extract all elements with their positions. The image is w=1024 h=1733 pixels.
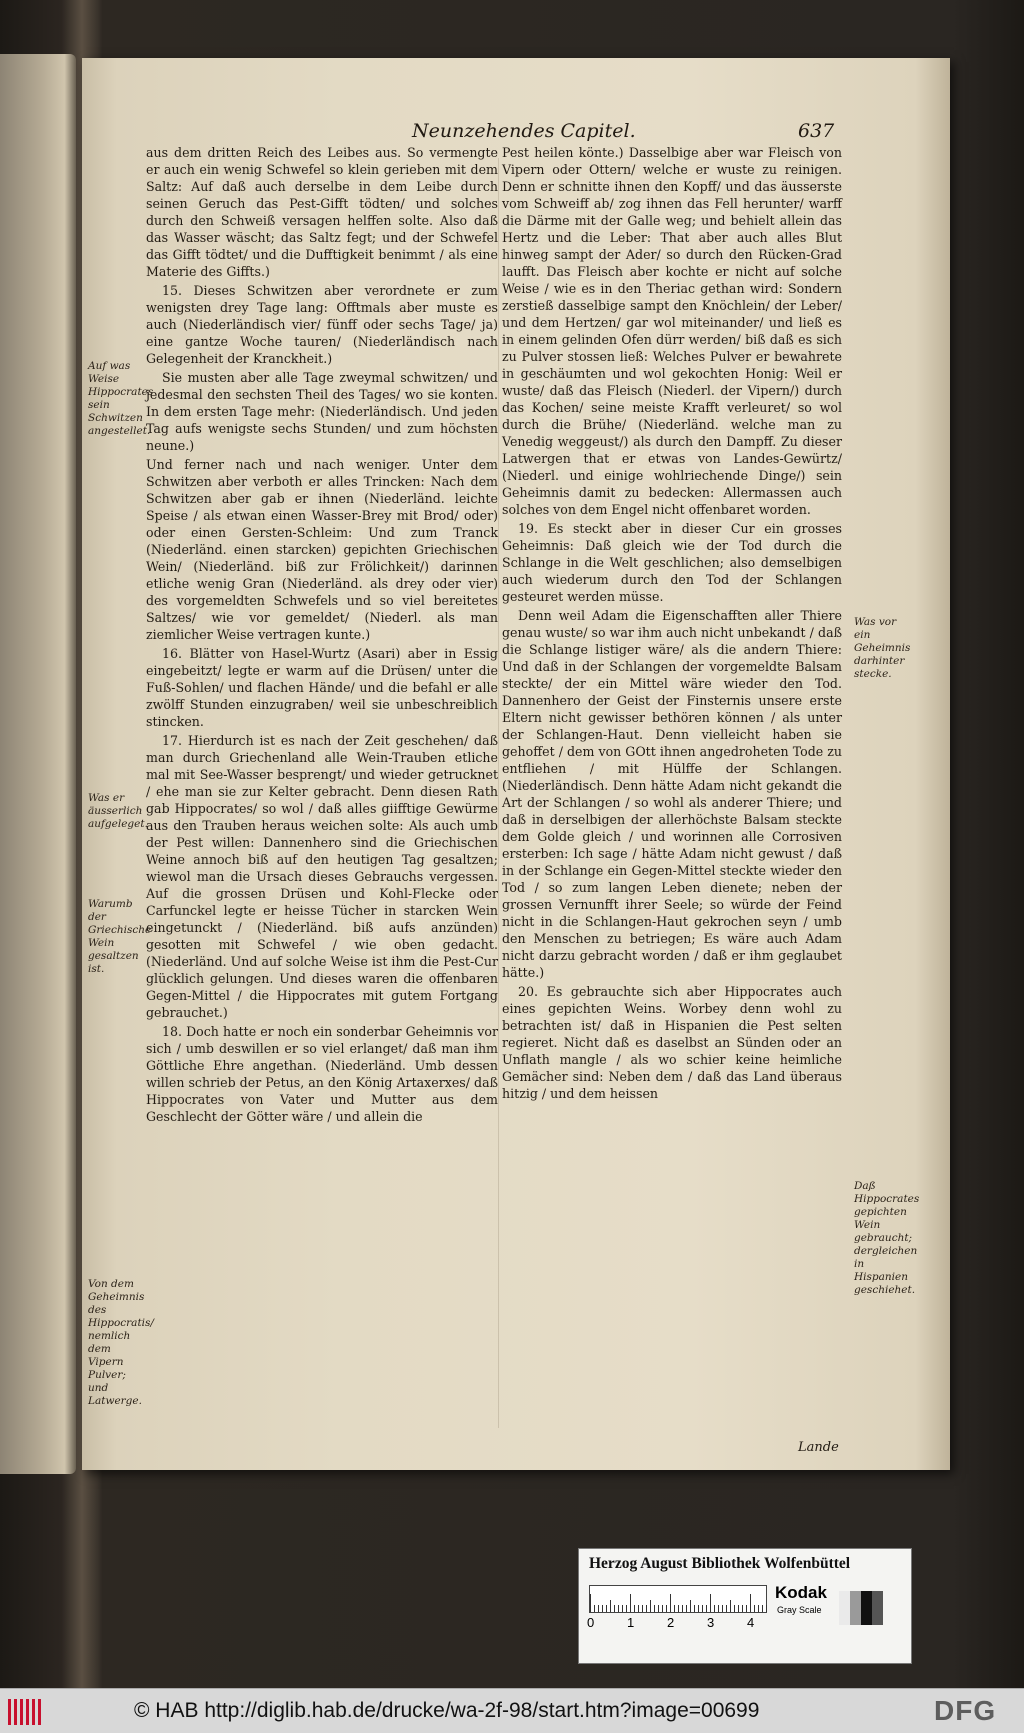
margin-note: Was vor ein Geheimnis darhinter stecke. [854,616,911,680]
paragraph: Pest heilen könte.) Dasselbige aber war Fleisch von Vipern oder Ottern/ welche er wuste zu reinigen. Denn er schnitte ihnen den Kopff/ und das äusserste vom Schweiff ab/ zog ihnen das Fell herunter/ warff die Därme mit der Galle weg; und behielt allein das Hertz und die Leber: That aber auch alles Blut hinweg sampt der Ader/ so durch den Rücken-Grad laufft. Das Fleisch aber kochte er nicht auf solche Weise / wie es in den Theriac gethan wird: Sondern zerstieß dasselbige sampt den Knöchlein/ der Leber/ und dem Hertzen/ gar wol miteinander/ und ließ es in einem gelinden Ofen dürr werden/ biß daß es sich zu Pulver stossen ließ: Welches Pulver er bewahrete in geschäumten und wol gekochten Honig: Weil er wuste/ daß das Fleisch (Niederl. der Vipern/) durch das Kochen/ seine meiste Krafft verleuret/ so wol durch die Brühe/ (Niederländ. welche man zu Venedig weggeust/) als durch den Dampff. Zu dieser Latwergen that er etwas von Landes-Gewürtz/ (Niederl. und einige wohlriechende Dinge/) sein Geheimnis damit zu bedecken: Allermassen auch solches von dem Engel nicht offenbaret worden. [502,145,842,517]
scale-number: 2 [667,1615,675,1630]
ruler-tick [710,1594,711,1612]
ruler-tick [670,1594,671,1612]
ruler-tick [630,1594,631,1612]
ruler-tick [686,1605,687,1612]
ruler-tick [682,1605,683,1612]
book-page [82,58,950,1470]
ruler-tick [650,1600,651,1612]
ruler-tick [638,1605,639,1612]
ruler-tick [634,1605,635,1612]
scale-number: 0 [587,1615,595,1630]
ruler-tick [654,1605,655,1612]
ruler-tick [590,1594,591,1612]
ruler-tick [734,1605,735,1612]
paragraph: 19. Es steckt aber in dieser Cur ein grosses Geheimnis: Daß gleich wie der Tod durch die Schlange in die Welt geschlichen; also demselbigen auch wiederum durch den Tod der Schlangen gesteuret werden müsse. [502,521,842,604]
text-column-left [146,144,498,1434]
ruler-tick [690,1600,691,1612]
ruler-tick [626,1605,627,1612]
ruler-tick [666,1605,667,1612]
ruler-tick [758,1605,759,1612]
ruler-tick [706,1605,707,1612]
ruler-tick [698,1605,699,1612]
ruler-tick [718,1605,719,1612]
margin-note: Von dem Geheimnis des Hippocratis/ nemlich dem Vipern Pulver; und Latwerge. [88,1278,154,1407]
scale-number: 3 [707,1615,715,1630]
ruler-tick [678,1605,679,1612]
ruler-tick [730,1600,731,1612]
ruler-tick [658,1605,659,1612]
ruler-tick [614,1605,615,1612]
scale-number: 1 [627,1615,635,1630]
paragraph: 20. Es gebrauchte sich aber Hippocrates auch eines gepichten Weins. Worbey denn wohl zu betrachten ist/ daß in Hispanien die Pest selten regieret. Nicht daß es daselbst an Sünden oder an Unflath mangle / als wo schier keine heimliche Gemächer sind: Neben dem / daß das Land überaus hitzig / und dem heissen [502,984,842,1101]
ruler-tick [726,1605,727,1612]
dfg-logo: DFG [934,1695,997,1726]
ruler-tick [750,1594,751,1612]
paragraph: aus dem dritten Reich des Leibes aus. So vermengte er auch ein wenig Schwefel so klein gerieben mit dem Saltz: Auf daß auch derselbe in dem Leibe durch seinen Geruch das Pest-Gifft tödten/ und solches durch den Schweiß versagen helffen solte. Also daß das Wasser wäscht; das Saltz fegt; und der Schwefel das Gifft tödtet/ und die Dufftigkeit benimmt / als eine Materie des Giffts.) [146,145,498,279]
color-calibration-card [578,1548,912,1664]
ruler-tick [606,1605,607,1612]
paragraph: 15. Dieses Schwitzen aber verordnete er zum wenigsten drey Tage lang: Offtmals aber muste es auch (Niederländisch vier/ fünff oder sechs Tage/ ja) eine gantze Woche tauren/ (Niederländisch nach Gelegenheit der Kranckheit.) [146,283,498,366]
ruler-tick [598,1605,599,1612]
ruler-tick [754,1605,755,1612]
paragraph: 16. Blätter von Hasel-Wurtz (Asari) aber in Essig eingebeitzt/ legte er warm auf die Drüsen/ unter die Fuß-Sohlen/ und flachen Hände/ und die befahl er alle zwölff Stunden einzugraben/ weil sie unbeschreiblich stincken. [146,646,498,729]
running-title: Neunzehendes Capitel. [412,120,636,142]
measurement-ruler [589,1585,767,1613]
ruler-tick [642,1605,643,1612]
ruler-tick [746,1605,747,1612]
ruler-tick [646,1605,647,1612]
ruler-tick [674,1605,675,1612]
paragraph: 17. Hierdurch ist es nach der Zeit geschehen/ daß man durch Griechenland alle Wein-Trauben etliche mal mit See-Wasser besprengt/ und wieder getrucknet / ehe man sie zur Kelter gebracht. Denn diesen Rath gab Hippocrates/ so wol / daß alles giifftige Gewürme aus den Trauben heraus weichen solte: Als auch umb der Pest willen: Dannenhero sind die Griechischen Weine annoch biß auf den heutigen Tag gesaltzen; wiewol man die Ursach dieses Gebrauchs vergessen. Auf die grossen Drüsen und Kohl-Flecke oder Carfunckel legte er heisse Tücher in starcken Wein eingetunckt / (Niederländ. biß aufs anzünden) gesotten mit Schwefel / wie oben gedacht. (Niederländ. Und auf solche Weise ist ihm die Pest-Cur glücklich gelungen. Und dieses waren die offenbaren Gegen-Mittel / die Hippocrates mit gutem Fortgang gebrauchet.) [146,733,498,1020]
ruler-tick [594,1605,595,1612]
ruler-tick [662,1605,663,1612]
column-divider [498,158,499,1428]
library-name: Herzog August Bibliothek Wolfenbüttel [589,1555,851,1572]
page-number: 637 [798,120,835,142]
ruler-tick [618,1605,619,1612]
paragraph: Und ferner nach und nach weniger. Unter dem Schwitzen aber verboth er alles Trincken: Nach dem Schwitzen aber gab er ihnen (Niederländ. leichte Speise / als etwan einen Wasser-Brey mit Brod/ oder) oder einen Gersten-Schleim: Und zum Tranck (Niederländ. einen starcken) gepichten Griechischen Wein/ (Niederländ. biß zur Frölichkeit/) darinnen etliche wenig Gran (Niederländ. als drey oder vier) des vorgemeldten Schwefels und so viel bereitetes Saltzes/ wie vor gemeldet/ (Niederl. als man ziemlicher Weise vertragen kunte.) [146,457,498,642]
ruler-tick [622,1605,623,1612]
ruler-tick [742,1605,743,1612]
scale-number: 4 [747,1615,755,1630]
margin-note: Was er äusserlich aufgeleget. [88,792,148,830]
gray-scale-patches [839,1591,883,1625]
paragraph: Sie musten aber alle Tage zweymal schwitzen/ und jedesmal den sechsten Theil des Tages/ wo sie konten. In dem ersten Tage mehr: (Niederländisch. Und jeden Tag aufs wenigste sechs Stunden/ und zum höchsten neune.) [146,370,498,453]
ruler-tick [766,1605,767,1612]
kodak-logo: Kodak [775,1583,827,1602]
footer-url[interactable]: © HAB http://diglib.hab.de/drucke/wa-2f-98/start.htm?image=00699 [134,1699,760,1722]
paragraph: 18. Doch hatte er noch ein sonderbar Geheimnis vor sich / umb deswillen er so viel erlanget/ daß man ihm Göttliche Ehre angethan. (Niederländ. Umb dessen willen schrieb der Petus, an den König Artaxerxes/ daß Hippocrates von Vater und Mutter aus dem Geschlecht der Götter wäre / und allein die [146,1024,498,1124]
margin-note: Warumb der Griechische Wein gesaltzen ist. [88,898,152,975]
ruler-tick [762,1605,763,1612]
hab-logo-icon [8,1699,44,1725]
catchword: Lande [798,1440,839,1455]
ruler-tick [738,1605,739,1612]
footer-bar [0,1688,1024,1733]
paragraph: Denn weil Adam die Eigenschafften aller Thiere genau wuste/ so war ihm auch nicht unbekandt / daß die Schlange listiger wäre/ als die andern Thiere: Und daß in der Schlangen der vorgemeldte Balsam steckte/ der ein Mittel wäre wieder den Tod. Dannenhero der Geist der Finsternis unsere erste Eltern nicht gewisser bethören können / als unter der Schlangen-Haut. Denn vielleicht haben sie gehoffet / dem von GOtt ihnen angedroheten Tode zu entfliehen / mit Hülffe der Schlangen. (Niederländisch. Denn hätte Adam nicht gekandt die Art der Schlangen / so wohl als anderer Thiere; und daß in derselbigen der allerhöchste Balsam steckte dem Golde gleich / und worinnen alle Corrosiven ersterben: Ich sage / hätte Adam nicht gewust / daß in der Schlange ein Gegen-Mittel steckte wieder den Tod / so zum langen Leben dienete; neben der grossen Vernunfft ihrer Seele; so würde der Feind nicht in die Schlangen-Haut gekrochen seyn / umb den Menschen zu betriegen; Es wäre auch Adam nicht darzu gebracht worden / daß er ihm geglaubet hätte.) [502,608,842,980]
ruler-tick [702,1605,703,1612]
ruler-tick [722,1605,723,1612]
text-column-right [502,144,842,1434]
ruler-tick [610,1600,611,1612]
left-page-edge [0,54,76,1474]
ruler-tick [694,1605,695,1612]
ruler-tick [602,1605,603,1612]
margin-note: Auf was Weise Hippocrates sein Schwitzen angestellet. [88,360,154,437]
ruler-tick [714,1605,715,1612]
gray-scale-label: Gray Scale [777,1605,822,1615]
margin-note: Daß Hippocrates gepichten Wein gebraucht; dergleichen in Hispanien geschiehet. [854,1180,920,1296]
